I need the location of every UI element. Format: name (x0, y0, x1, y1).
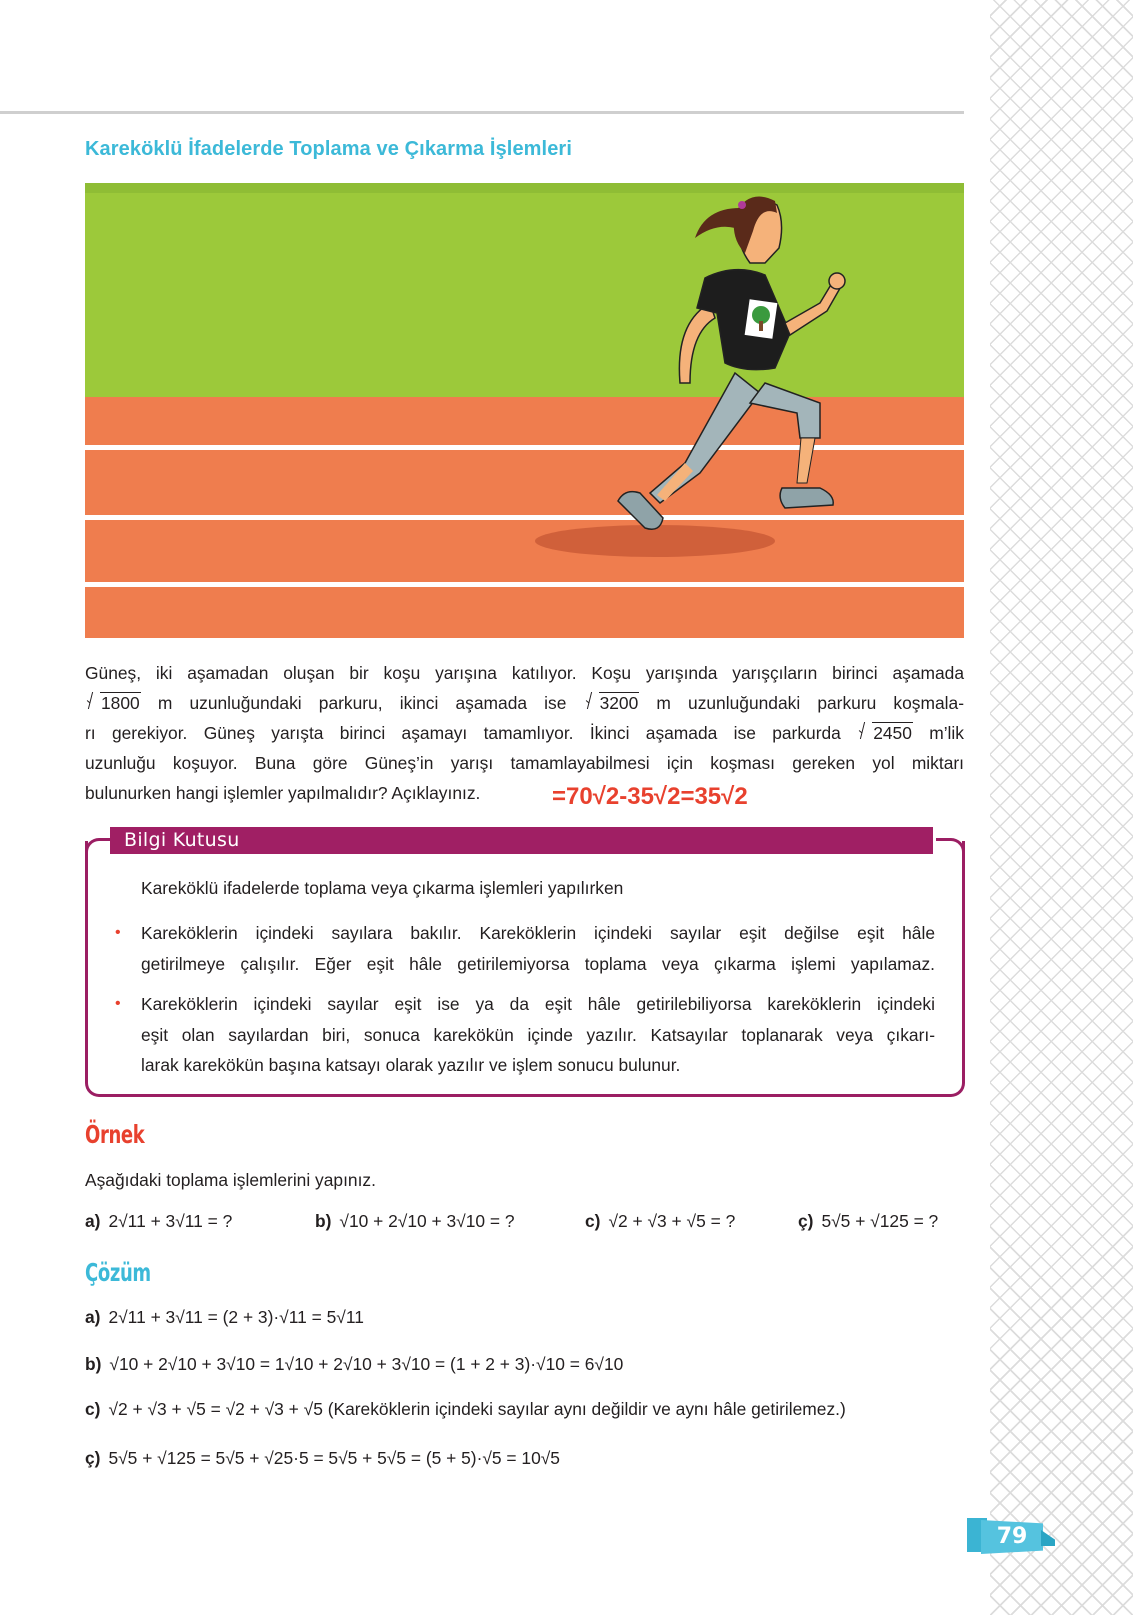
section-title: Kareköklü İfadelerde Toplama ve Çıkarma İşlemleri (85, 138, 572, 160)
example-item-b: b) √10 + 2√10 + 3√10 = ? (315, 1211, 515, 1231)
problem-line: uzunluğu koşuyor. Buna göre Güneş’in yarışı tamamlayabilmesi için koşması gereken yol miktarı (85, 753, 964, 773)
page-number: 79 (996, 1524, 1028, 1549)
problem-line: 1800 m uzunluğundaki parkuru, ikinci aşamada ise 3200 m uzunluğundaki parkuru koşmala- (85, 688, 964, 718)
runner-icon (85, 183, 964, 638)
decorative-pattern-strip (990, 0, 1133, 1615)
example-items (85, 1211, 964, 1237)
info-bullet: • Kareköklerin içindeki sayılar eşit ise ya da eşit hâle getirilebiliyorsa kareköklerin içindeki eşit olan sayılardan biri, sonuca karekökün içinde yazılır. Katsayılar toplanarak veya çıkarı- larak karekökün başına katsayı olarak yazılır ve işlem sonucu bulunur. (115, 989, 935, 1081)
solution-heading: Çözüm (85, 1258, 151, 1287)
example-prompt: Aşağıdaki toplama işlemlerini yapınız. (85, 1170, 376, 1190)
info-box-header: Bilgi Kutusu (110, 827, 933, 854)
solution-item-c: c) √2 + √3 + √5 = √2 + √3 + √5 (Kareköklerin içindeki sayılar aynı değildir ve aynı hâle getirilemez.) (85, 1399, 846, 1419)
page-number-badge (967, 1518, 1057, 1552)
problem-line: bulunurken hangi işlemler yapılmalıdır? Açıklayınız. (85, 783, 481, 803)
problem-line: rı gerekiyor. Güneş yarışta birinci aşamayı tamamlıyor. İkinci aşamada ise parkurda 2450 m’lik (85, 718, 964, 748)
solution-item-a: a) 2√11 + 3√11 = (2 + 3)·√11 = 5√11 (85, 1307, 364, 1327)
handwritten-answer: =70√2-35√2=35√2 (552, 783, 748, 810)
info-box-intro: Kareköklü ifadelerde toplama veya çıkarma işlemleri yapılırken (141, 878, 624, 898)
sqrt-symbol: 1800 (87, 688, 141, 718)
info-box-bullets (115, 918, 935, 1091)
example-heading: Örnek (85, 1120, 145, 1149)
example-item-a: a) 2√11 + 3√11 = ? (85, 1211, 233, 1231)
problem-paragraph (85, 658, 964, 808)
header-divider (0, 111, 964, 114)
info-bullet: • Kareköklerin içindeki sayılara bakılır. Kareköklerin içindeki sayılar eşit değilse eşit hâle getirilmeye çalışılır. Eğer eşit hâle getirilemiyorsa toplama veya çıkarma işlemi yapılamaz. (115, 918, 935, 979)
example-item-c: c) √2 + √3 + √5 = ? (585, 1211, 736, 1231)
sqrt-symbol: 2450 (859, 718, 913, 748)
runner-illustration (85, 183, 964, 638)
bullet-icon: • (115, 924, 121, 941)
bullet-icon: • (115, 995, 121, 1012)
solution-item-b: b) √10 + 2√10 + 3√10 = 1√10 + 2√10 + 3√10 = (1 + 2 + 3)·√10 = 6√10 (85, 1354, 624, 1374)
solution-item-cc: ç) 5√5 + √125 = 5√5 + √25·5 = 5√5 + 5√5 = (5 + 5)·√5 = 10√5 (85, 1448, 560, 1468)
sqrt-symbol: 3200 (586, 688, 640, 718)
problem-line: Güneş, iki aşamadan oluşan bir koşu yarışına katılıyor. Koşu yarışında yarışçıların birinci aşamada (85, 663, 964, 683)
example-item-cc: ç) 5√5 + √125 = ? (798, 1211, 939, 1231)
